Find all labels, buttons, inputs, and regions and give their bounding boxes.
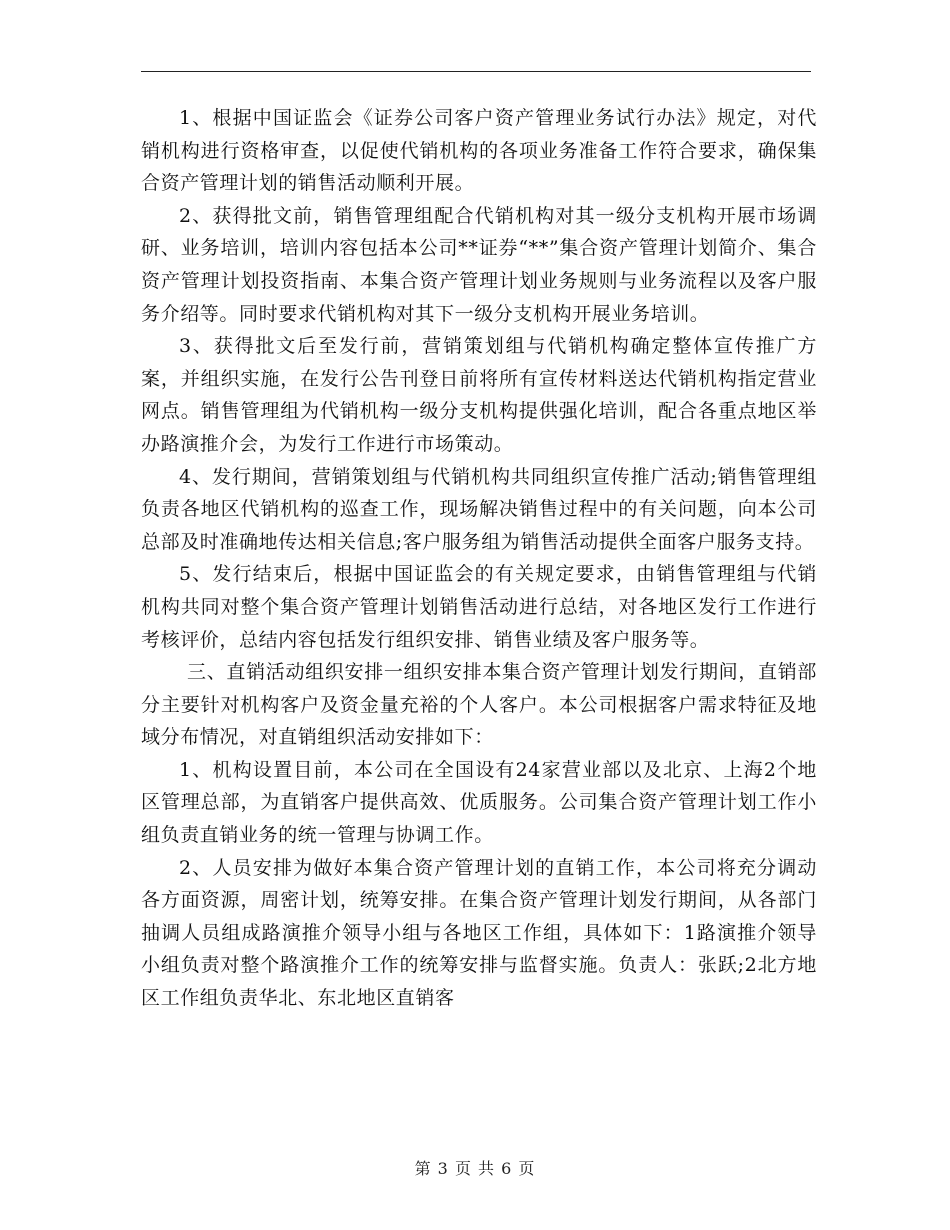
paragraph-5: 5、发行结束后，根据中国证监会的有关规定要求，由销售管理组与代销机构共同对整个集合资产管理计划销售活动进行总结，对各地区发行工作进行考核评价，总结内容包括发行组织安排、销售业绩及客户服务等。	[141, 563, 817, 651]
paragraph-2: 2、获得批文前，销售管理组配合代销机构对其一级分支机构开展市场调研、业务培训，培训内容包括本公司**证券“**”集合资产管理计划简介、集合资产管理计划投资指南、本集合资产管理计划业务规则与业务流程以及客户服务介绍等。同时要求代销机构对其下一级分支机构开展业务培训。	[141, 204, 817, 325]
paragraph-7: 1、机构设置目前，本公司在全国设有24家营业部以及北京、上海2个地区管理总部，为直销客户提供高效、优质服务。公司集合资产管理计划工作小组负责直销业务的统一管理与协调工作。	[141, 758, 817, 847]
paragraph-4: 4、发行期间，营销策划组与代销机构共同组织宣传推广活动;销售管理组负责各地区代销机构的巡查工作，现场解决销售过程中的有关问题，向本公司总部及时准确地传达相关信息;客户服务组为销售活动提供全面客户服务支持。	[141, 465, 817, 553]
header-rule	[141, 71, 811, 72]
page-number-footer: 第 3 页 共 6 页	[414, 1159, 536, 1178]
paragraph-8: 2、人员安排为做好本集合资产管理计划的直销工作，本公司将充分调动各方面资源，周密计划，统筹安排。在集合资产管理计划发行期间，从各部门抽调人员组成路演推介领导小组与各地区工作组，具体如下：1路演推介领导小组负责对整个路演推介工作的统筹安排与监督实施。负责人：张跃;2北方地区工作组负责华北、东北地区直销客	[141, 856, 817, 1010]
document-body	[141, 102, 817, 1015]
section-heading-paragraph: 三、直销活动组织安排一组织安排本集合资产管理计划发行期间，直销部分主要针对机构客户及资金量充裕的个人客户。本公司根据客户需求特征及地域分布情况，对直销组织活动安排如下：	[141, 661, 817, 749]
paragraph-3: 3、获得批文后至发行前，营销策划组与代销机构确定整体宣传推广方案，并组织实施，在发行公告刊登日前将所有宣传材料送达代销机构指定营业网点。销售管理组为代销机构一级分支机构提供强化培训，配合各重点地区举办路演推介会，为发行工作进行市场策动。	[141, 335, 817, 455]
paragraph-1: 1、根据中国证监会《证券公司客户资产管理业务试行办法》规定，对代销机构进行资格审查，以促使代销机构的各项业务准备工作符合要求，确保集合资产管理计划的销售活动顺利开展。	[141, 107, 817, 195]
